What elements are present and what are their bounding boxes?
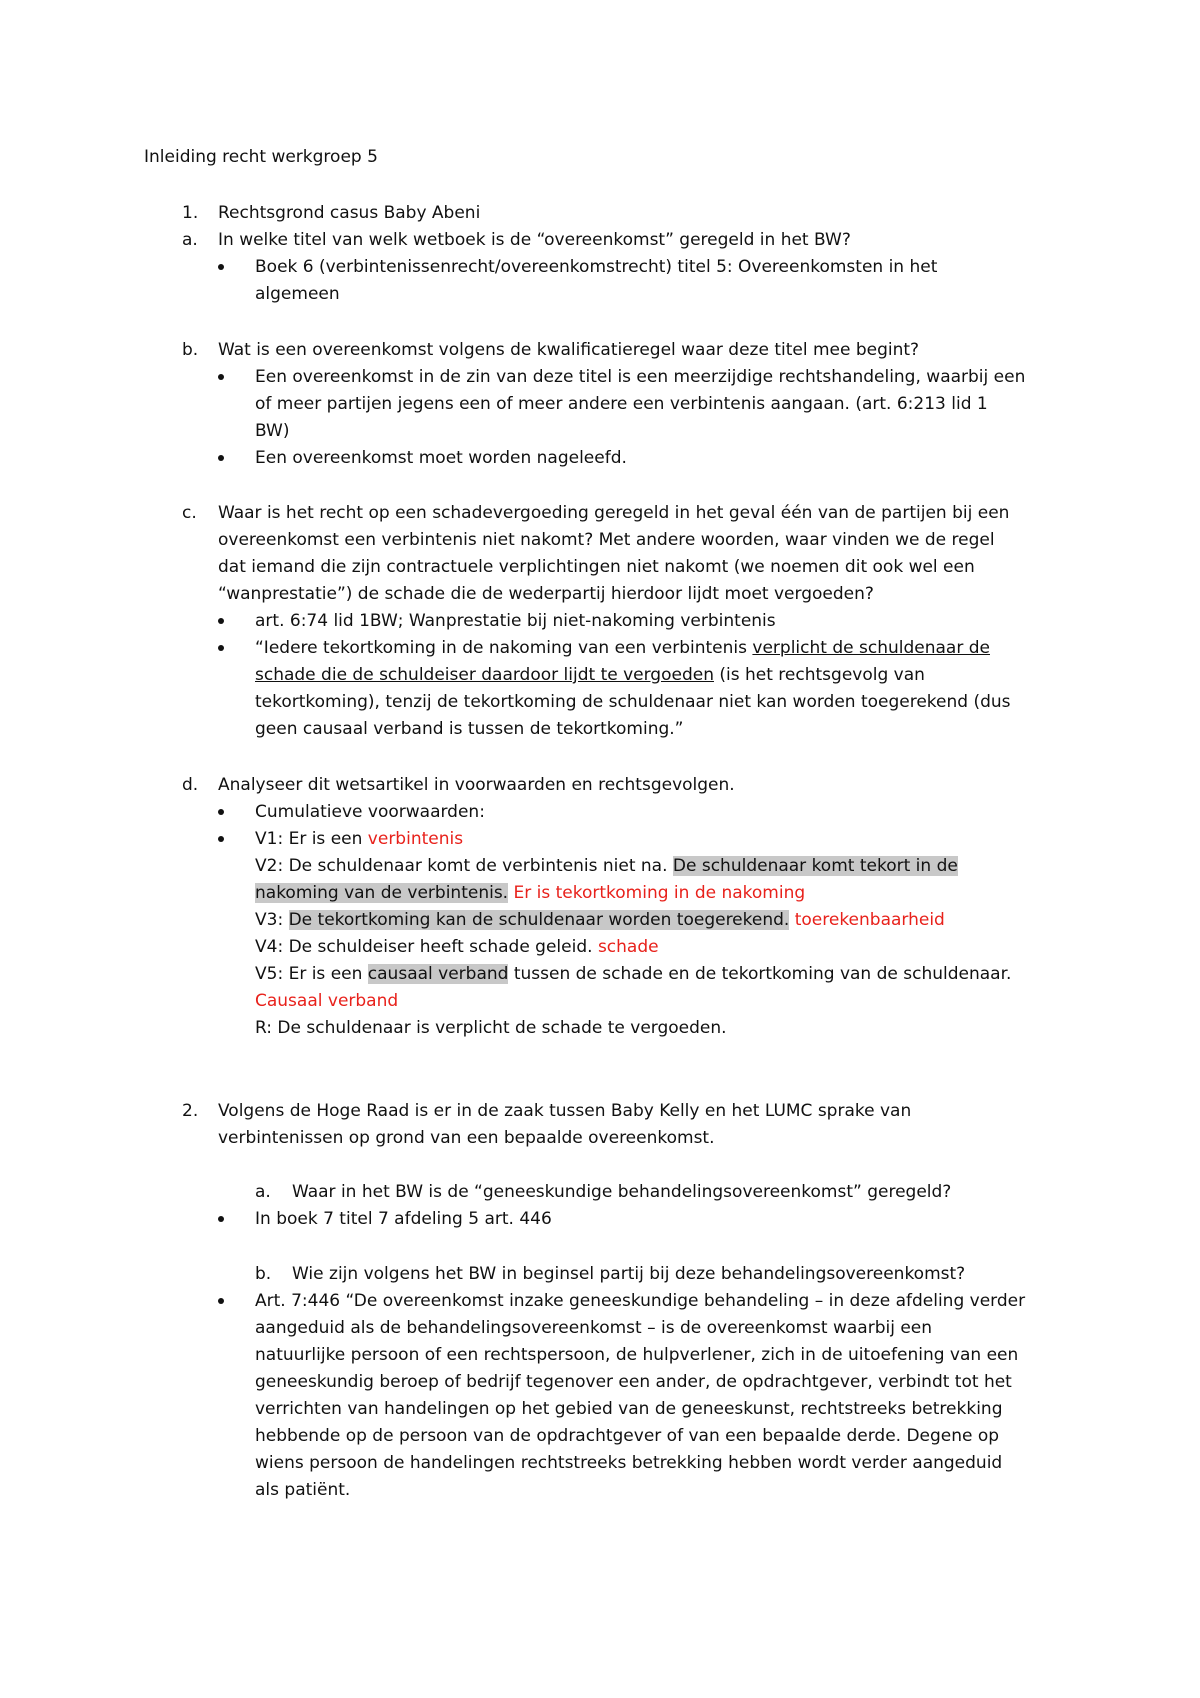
q1c-quote-line-1 bbox=[255, 637, 990, 659]
q2b-answer-line-7: wiens persoon de handelingen rechtstreeks betrekking hebben wordt verder aangeduid bbox=[255, 1453, 1003, 1473]
v5-text-2: tussen de schade en de tekortkoming van de schuldenaar. bbox=[508, 964, 1012, 984]
q1c-question-line-1: Waar is het recht op een schadevergoeding geregeld in het geval één van de partijen bij een bbox=[218, 503, 1010, 523]
q1d-v5-red-note: Causaal verband bbox=[255, 991, 399, 1011]
section-2-line-1: Volgens de Hoge Raad is er in de zaak tussen Baby Kelly en het LUMC sprake van bbox=[218, 1101, 912, 1121]
q1d-v2-line-2 bbox=[255, 882, 805, 904]
v3-text: V3: bbox=[255, 910, 289, 930]
q1c-answer1: art. 6:74 lid 1BW; Wanprestatie bij niet-nakoming verbintenis bbox=[255, 611, 776, 631]
v2-text: V2: De schuldenaar komt de verbintenis niet na. bbox=[255, 856, 673, 876]
q1c-quote-line-3: tekortkoming), tenzij de tekortkoming de schuldenaar niet kan worden toegerekend (dus bbox=[255, 692, 1011, 712]
q1a-answer-line-2: algemeen bbox=[255, 284, 340, 304]
q2b-question: Wie zijn volgens het BW in beginsel partij bij deze behandelingsovereenkomst? bbox=[292, 1264, 966, 1284]
q1b-answer1-line-2: of meer partijen jegens een of meer andere een verbintenis aangaan. (art. 6:213 lid 1 bbox=[255, 394, 988, 414]
q2b-answer-line-1: Art. 7:446 “De overeenkomst inzake geneeskundige behandeling – in deze afdeling verder bbox=[255, 1291, 1026, 1311]
q1d-v5 bbox=[255, 963, 1011, 985]
section-1-number: 1. bbox=[182, 203, 199, 223]
q2b-answer-line-6: hebbende op de persoon van de opdrachtgever of van een bepaalde derde. Degene op bbox=[255, 1426, 1000, 1446]
q1d-v3 bbox=[255, 909, 945, 931]
q2b-answer-line-8: als patiënt. bbox=[255, 1480, 351, 1500]
document-title: Inleiding recht werkgroep 5 bbox=[144, 147, 378, 167]
q1d-letter: d. bbox=[182, 775, 199, 795]
q1c-question-line-4: “wanprestatie”) de schade die de wederpartij hierdoor lijdt moet vergoeden? bbox=[218, 584, 874, 604]
v3-red-note: toerekenbaarheid bbox=[789, 910, 945, 930]
q1b-answer2: Een overeenkomst moet worden nageleefd. bbox=[255, 448, 627, 468]
section-2-line-2: verbintenissen op grond van een bepaalde overeenkomst. bbox=[218, 1128, 715, 1148]
q2b-letter: b. bbox=[255, 1264, 272, 1284]
q1b-letter: b. bbox=[182, 340, 199, 360]
q2a-letter: a. bbox=[255, 1182, 271, 1202]
q2b-answer-line-3: natuurlijke persoon of een rechtspersoon, de hulpverlener, zich in de uitoefening van een bbox=[255, 1345, 1019, 1365]
v4-red-note: schade bbox=[597, 937, 659, 957]
v1-red-note: verbintenis bbox=[367, 829, 464, 849]
v2-highlight-2: nakoming van de verbintenis. bbox=[255, 883, 509, 903]
q1d-result: R: De schuldenaar is verplicht de schade te vergoeden. bbox=[255, 1018, 727, 1038]
q2a-question: Waar in het BW is de “geneeskundige behandelingsovereenkomst” geregeld? bbox=[292, 1182, 952, 1202]
q1c-question-line-3: dat iemand die zijn contractuele verplichtingen niet nakomt (we noemen dit ook wel een bbox=[218, 557, 975, 577]
q1c-quote-line-2 bbox=[255, 664, 925, 686]
v5-highlight: causaal verband bbox=[367, 964, 509, 984]
q2b-answer-line-4: geneeskundig beroep of bedrijf tegenover een ander, de opdrachtgever, verbindt tot het bbox=[255, 1372, 1012, 1392]
q2b-answer-line-5: verrichten van handelingen op het gebied van de geneeskunst, rechtstreeks betrekking bbox=[255, 1399, 1003, 1419]
q1d-bullet-cumulative: Cumulatieve voorwaarden: bbox=[255, 802, 485, 822]
q1c-quote-1b-underlined: verplicht de schuldenaar de bbox=[752, 638, 990, 658]
q2b-answer-line-2: aangeduid als de behandelingsovereenkomst – is de overeenkomst waarbij een bbox=[255, 1318, 933, 1338]
q1d-v2-line-1 bbox=[255, 855, 958, 877]
v3-highlight: De tekortkoming kan de schuldenaar worden toegerekend. bbox=[288, 910, 790, 930]
section-1-heading: Rechtsgrond casus Baby Abeni bbox=[218, 203, 481, 223]
section-2-number: 2. bbox=[182, 1101, 199, 1121]
q1b-answer1-line-1: Een overeenkomst in de zin van deze titel is een meerzijdige rechtshandeling, waarbij een bbox=[255, 367, 1026, 387]
q1d-v4 bbox=[255, 936, 659, 958]
q1a-letter: a. bbox=[182, 230, 198, 250]
v4-text: V4: De schuldeiser heeft schade geleid. bbox=[255, 937, 598, 957]
q2a-answer: In boek 7 titel 7 afdeling 5 art. 446 bbox=[255, 1209, 552, 1229]
q1c-quote-2a-underlined: schade die de schuldeiser daardoor lijdt te vergoeden bbox=[255, 665, 714, 685]
v2-red-note: Er is tekortkoming in de nakoming bbox=[508, 883, 806, 903]
q1c-letter: c. bbox=[182, 503, 197, 523]
q1a-answer-line-1: Boek 6 (verbintenissenrecht/overeenkomstrecht) titel 5: Overeenkomsten in het bbox=[255, 257, 938, 277]
v1-text: V1: Er is een bbox=[255, 829, 368, 849]
q1a-question: In welke titel van welk wetboek is de “overeenkomst” geregeld in het BW? bbox=[218, 230, 851, 250]
q1c-question-line-2: overeenkomst een verbintenis niet nakomt? Met andere woorden, waar vinden we de regel bbox=[218, 530, 995, 550]
q1c-quote-line-4: geen causaal verband is tussen de tekortkoming.” bbox=[255, 719, 684, 739]
q1b-answer1-line-3: BW) bbox=[255, 421, 290, 441]
q1d-question: Analyseer dit wetsartikel in voorwaarden en rechtsgevolgen. bbox=[218, 775, 735, 795]
q1c-quote-2b: (is het rechtsgevolg van bbox=[713, 665, 925, 685]
q1b-question: Wat is een overeenkomst volgens de kwalificatieregel waar deze titel mee begint? bbox=[218, 340, 920, 360]
q1d-v1 bbox=[255, 828, 463, 850]
v5-text: V5: Er is een bbox=[255, 964, 368, 984]
v2-highlight-1: De schuldenaar komt tekort in de bbox=[672, 856, 958, 876]
q1c-quote-1a: “Iedere tekortkoming in de nakoming van een verbintenis bbox=[255, 638, 753, 658]
